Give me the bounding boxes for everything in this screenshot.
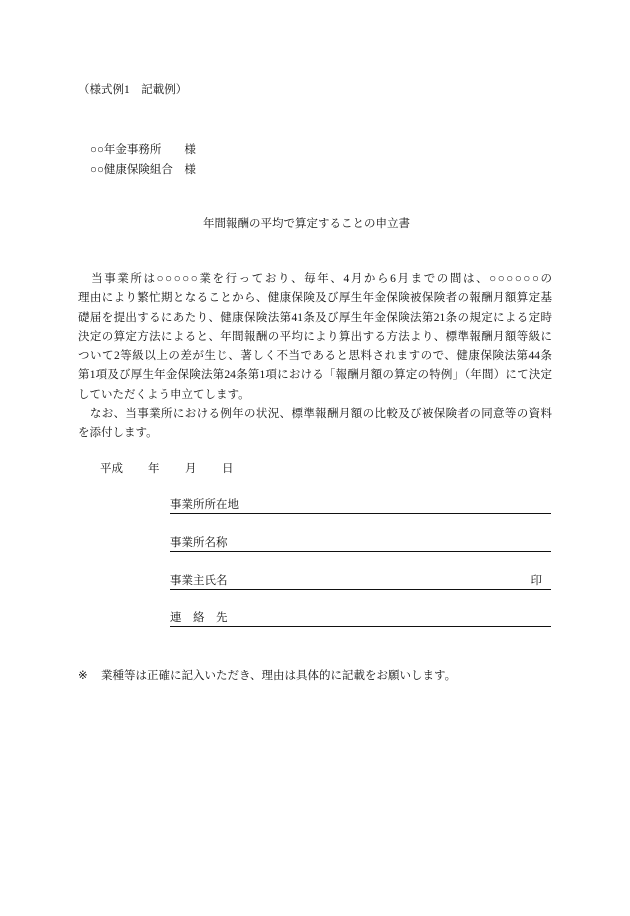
note-mark: ※ — [78, 670, 88, 682]
field-label: 事業主氏名 — [170, 575, 228, 587]
statement-body — [78, 270, 552, 444]
body-line: 理由により繁忙期となることから、健康保険及び厚生年金保険被保険者の報酬月額算定基 — [78, 292, 552, 305]
addressee-pension-office: ○○年金事務所 様 — [90, 144, 196, 156]
note-text: 業種等は正確に記入いただき、理由は具体的に記載をお願いします。 — [101, 670, 457, 682]
body-line: 第1項及び厚生年金保険法第24条第1項における「報酬月額の算定の特例」（年間）にて決定 — [78, 369, 552, 382]
date-era: 平成 — [100, 463, 123, 475]
body-line: していただくよう申立てします。 — [78, 388, 250, 401]
field-employer-name — [170, 574, 551, 590]
field-label: 事業所所在地 — [170, 499, 239, 511]
field-office-address — [170, 498, 551, 514]
form-label: （様式例1 記載例） — [78, 84, 188, 96]
body-line: 当事業所は○○○○○業を行っており、毎年、4月から6月までの間は、○○○○○○の — [78, 273, 552, 285]
seal-mark: 印 — [530, 575, 542, 587]
addressee-health-insurance-union: ○○健康保険組合 様 — [90, 164, 196, 176]
field-contact — [170, 611, 551, 627]
addressee-block — [90, 140, 196, 180]
field-label: 事業所名称 — [170, 537, 228, 549]
date-month-unit: 月 — [185, 463, 197, 475]
body-line: 決定の算定方法によると、年間報酬の平均により算出する方法より、標準報酬月額等級に — [78, 330, 552, 343]
body-line: 礎届を提出するにあたり、健康保険法第41条及び厚生年金保険法第21条の規定による定時 — [78, 311, 552, 324]
body-line: を添付します。 — [78, 427, 158, 440]
date-day-unit: 日 — [222, 463, 234, 475]
field-office-name — [170, 536, 551, 552]
date-year-unit: 年 — [148, 463, 160, 475]
document-title: 年間報酬の平均で算定することの申立書 — [203, 218, 410, 230]
body-line: ついて2等級以上の差が生じ、著しく不当であると思料されますので、健康保険法第44条 — [78, 350, 552, 363]
body-line: なお、当事業所における例年の状況、標準報酬月額の比較及び被保険者の同意等の資料 — [78, 408, 552, 421]
field-label: 連 絡 先 — [170, 612, 228, 624]
